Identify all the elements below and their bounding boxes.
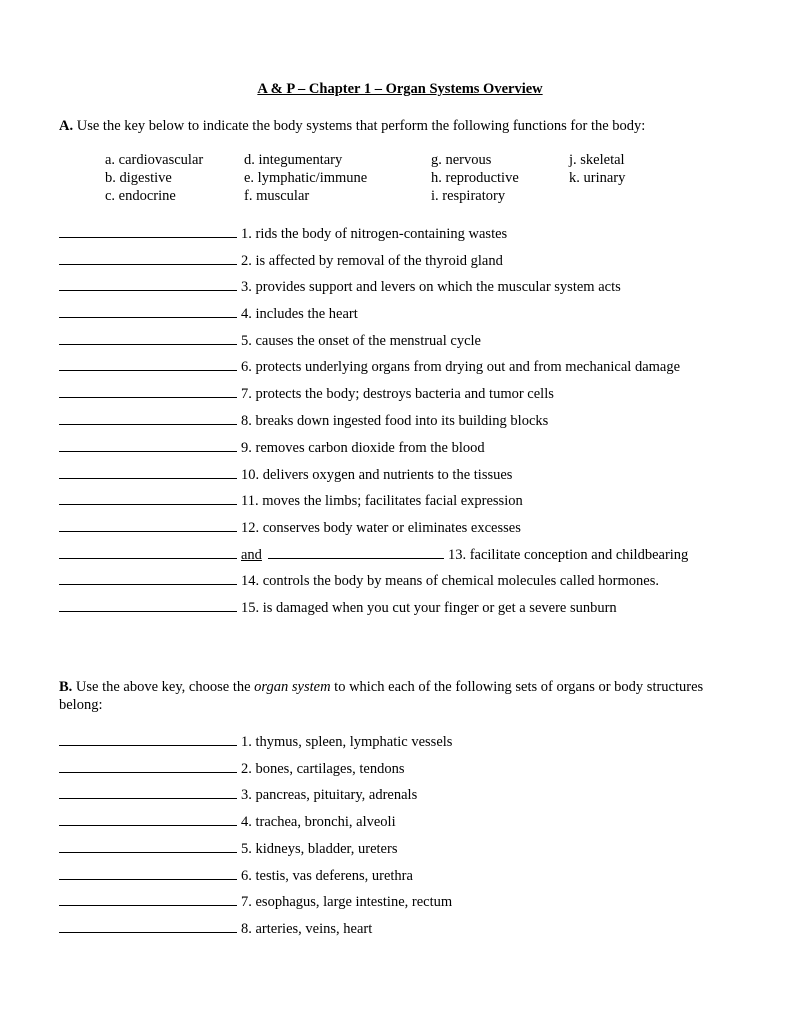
- section-a-instruction: [59, 117, 759, 135]
- question-a-10: [59, 465, 512, 484]
- section-a-instruction-text: Use the key below to indicate the body systems that perform the following functions for the body:: [73, 118, 646, 134]
- question-a-7: [59, 384, 554, 403]
- answer-blank[interactable]: [59, 411, 237, 425]
- question-text: 13. facilitate conception and childbearing: [447, 547, 689, 563]
- question-a-3: [59, 277, 621, 296]
- question-a-14: [59, 571, 659, 590]
- key-item: f. muscular: [244, 188, 310, 204]
- key-item: a. cardiovascular: [105, 152, 204, 168]
- question-b-6: [59, 866, 413, 885]
- section-b-instruction-emphasis: organ system: [254, 679, 331, 695]
- question-a-6: [59, 357, 680, 376]
- answer-blank[interactable]: [59, 732, 237, 746]
- question-a-4: [59, 304, 358, 323]
- key-item: e. lymphatic/immune: [244, 170, 368, 186]
- question-b-5: [59, 839, 397, 858]
- answer-blank[interactable]: [59, 759, 237, 773]
- question-text: 5. causes the onset of the menstrual cycle: [241, 333, 481, 349]
- question-text: 7. protects the body; destroys bacteria and tumor cells: [241, 386, 554, 402]
- question-b-7: [59, 892, 452, 911]
- question-a-11: [59, 491, 523, 510]
- question-a-9: [59, 438, 485, 457]
- answer-blank-second[interactable]: [268, 545, 444, 559]
- answer-blank[interactable]: [59, 465, 237, 479]
- question-text: 3. pancreas, pituitary, adrenals: [241, 787, 418, 803]
- answer-blank[interactable]: [59, 839, 237, 853]
- question-text: 2. is affected by removal of the thyroid gland: [241, 253, 503, 269]
- question-b-1: [59, 732, 452, 751]
- answer-blank[interactable]: [59, 304, 237, 318]
- answer-blank[interactable]: [59, 277, 237, 291]
- question-b-2: [59, 759, 405, 778]
- question-text: 6. testis, vas deferens, urethra: [241, 868, 413, 884]
- answer-blank[interactable]: [59, 384, 237, 398]
- question-text: 8. breaks down ingested food into its building blocks: [241, 413, 549, 429]
- answer-blank[interactable]: [59, 866, 237, 880]
- section-b-instruction-post: to which each of the following sets of organs or body structures belong:: [59, 679, 704, 713]
- key-item: k. urinary: [569, 170, 626, 186]
- answer-blank[interactable]: [59, 571, 237, 585]
- key-item: c. endocrine: [105, 188, 176, 204]
- question-text: 4. trachea, bronchi, alveoli: [241, 814, 396, 830]
- key-item: h. reproductive: [431, 170, 519, 186]
- question-text: 8. arteries, veins, heart: [241, 921, 373, 937]
- question-text: 10. delivers oxygen and nutrients to the tissues: [241, 467, 513, 483]
- answer-blank[interactable]: [59, 919, 237, 933]
- answer-blank[interactable]: [59, 357, 237, 371]
- question-b-4: [59, 812, 396, 831]
- answer-blank[interactable]: [59, 518, 237, 532]
- question-a-12: [59, 518, 521, 537]
- question-text: 4. includes the heart: [241, 306, 358, 322]
- page-title: A & P – Chapter 1 – Organ Systems Overview: [257, 81, 543, 97]
- question-text: 1. thymus, spleen, lymphatic vessels: [241, 734, 453, 750]
- question-text: 5. kidneys, bladder, ureters: [241, 841, 398, 857]
- key-column-3: [431, 151, 519, 205]
- key-item: j. skeletal: [569, 152, 625, 168]
- question-text: 7. esophagus, large intestine, rectum: [241, 894, 453, 910]
- answer-blank[interactable]: [59, 598, 237, 612]
- question-a-8: [59, 411, 548, 430]
- key-item: d. integumentary: [244, 152, 343, 168]
- question-text: 14. controls the body by means of chemical molecules called hormones.: [241, 573, 659, 589]
- section-b-instruction-pre: Use the above key, choose the: [72, 679, 255, 695]
- answer-blank[interactable]: [59, 251, 237, 265]
- answer-blank[interactable]: [59, 812, 237, 826]
- answer-blank[interactable]: [59, 545, 237, 559]
- question-a-1: [59, 224, 507, 243]
- key-item: g. nervous: [431, 152, 492, 168]
- section-a-letter: A.: [59, 118, 74, 134]
- key-column-1: [105, 151, 203, 205]
- section-b-letter: B.: [59, 679, 73, 695]
- key-column-4: [569, 151, 625, 187]
- question-b-8: [59, 919, 372, 938]
- answer-blank[interactable]: [59, 491, 237, 505]
- question-text: 12. conserves body water or eliminates excesses: [241, 520, 521, 536]
- key-column-2: [244, 151, 367, 205]
- question-text: 6. protects underlying organs from drying out and from mechanical damage: [241, 359, 681, 375]
- answer-blank[interactable]: [59, 224, 237, 238]
- question-text: 11. moves the limbs; facilitates facial expression: [241, 493, 523, 509]
- key-item: b. digestive: [105, 170, 172, 186]
- question-a-2: [59, 251, 503, 270]
- question-a-5: [59, 331, 481, 350]
- question-text: 9. removes carbon dioxide from the blood: [241, 440, 485, 456]
- question-a-15: [59, 598, 617, 617]
- and-connector: and: [241, 547, 262, 563]
- question-text: 15. is damaged when you cut your finger or get a severe sunburn: [241, 600, 617, 616]
- question-text: 2. bones, cartilages, tendons: [241, 761, 405, 777]
- answer-blank[interactable]: [59, 331, 237, 345]
- answer-blank[interactable]: [59, 438, 237, 452]
- question-b-3: [59, 785, 417, 804]
- question-text: 1. rids the body of nitrogen-containing wastes: [241, 226, 508, 242]
- question-text: 3. provides support and levers on which the muscular system acts: [241, 279, 621, 295]
- key-item: i. respiratory: [431, 188, 506, 204]
- section-b-instruction: [59, 678, 739, 714]
- question-a-13: [59, 545, 688, 564]
- answer-blank[interactable]: [59, 785, 237, 799]
- answer-blank[interactable]: [59, 892, 237, 906]
